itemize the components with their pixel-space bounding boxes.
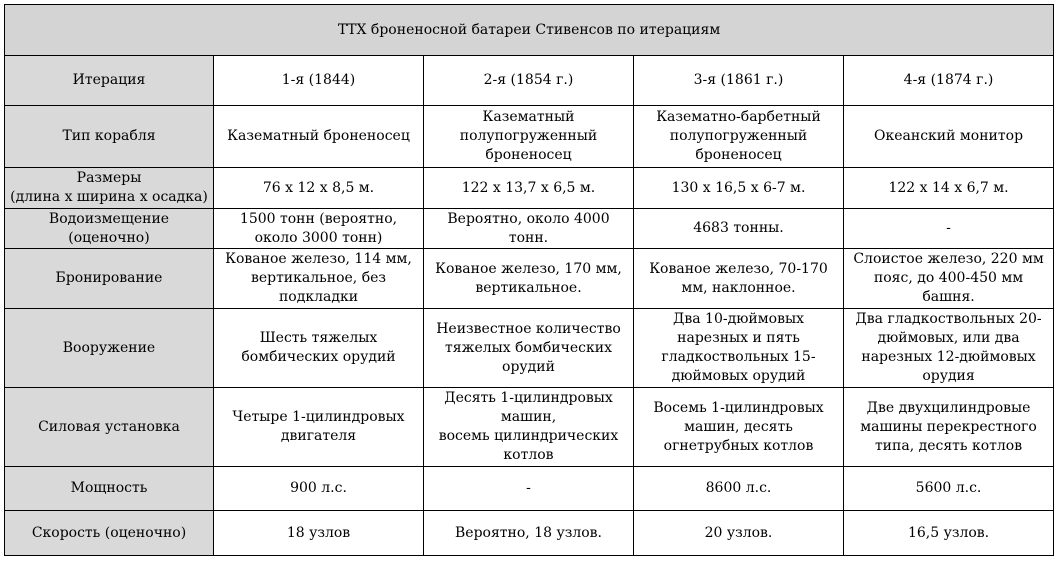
row-armament [5,309,1054,388]
row-powerplant [5,388,1054,467]
cell-powerplant-4: Две двухцилиндровые машины перекрестного типа, десять котлов [844,388,1054,467]
cell-ship-type-3: Казематно-барбетный полупогруженный броненосец [634,106,844,168]
cell-displacement-1: 1500 тонн (вероятно, около 3000 тонн) [214,209,424,249]
cell-ship-type-1: Казематный броненосец [214,106,424,168]
cell-dimensions-1: 76 х 12 х 8,5 м. [214,168,424,209]
cell-speed-2: Вероятно, 18 узлов. [424,511,634,556]
cell-displacement-3: 4683 тонны. [634,209,844,249]
cell-speed-3: 20 узлов. [634,511,844,556]
row-header: Скорость (оценочно) [5,511,214,556]
row-header: Тип корабля [5,106,214,168]
row-header: Размеры (длина х ширина х осадка) [5,168,214,209]
cell-power-4: 5600 л.с. [844,467,1054,511]
cell-armor-3: Кованое железо, 70-170 мм, наклонное. [634,249,844,309]
cell-power-3: 8600 л.с. [634,467,844,511]
cell-dimensions-3: 130 х 16,5 х 6-7 м. [634,168,844,209]
cell-speed-4: 16,5 узлов. [844,511,1054,556]
cell-armament-3: Два 10-дюймовых нарезных и пять гладкоствольных 15- дюймовых орудий [634,309,844,388]
cell-power-2: - [424,467,634,511]
cell-powerplant-1: Четыре 1-цилиндровых двигателя [214,388,424,467]
table-title: ТТХ броненосной батареи Стивенсов по итерациям [5,5,1054,56]
cell-iteration-2: 2-я (1854 г.) [424,56,634,106]
row-header: Водоизмещение (оценочно) [5,209,214,249]
cell-armament-2: Неизвестное количество тяжелых бомбических орудий [424,309,634,388]
cell-powerplant-3: Восемь 1-цилиндровых машин, десять огнетрубных котлов [634,388,844,467]
cell-displacement-4: - [844,209,1054,249]
cell-displacement-2: Вероятно, около 4000 тонн. [424,209,634,249]
cell-armor-4: Слоистое железо, 220 мм пояс, до 400-450 мм башня. [844,249,1054,309]
row-ship-type [5,106,1054,168]
row-displacement [5,209,1054,249]
row-power [5,467,1054,511]
cell-iteration-4: 4-я (1874 г.) [844,56,1054,106]
cell-armor-1: Кованое железо, 114 мм, вертикальное, без подкладки [214,249,424,309]
cell-armament-4: Два гладкоствольных 20- дюймовых, или два нарезных 12-дюймовых орудия [844,309,1054,388]
row-iteration [5,56,1054,106]
row-header: Вооружение [5,309,214,388]
cell-powerplant-2: Десять 1-цилиндровых машин, восемь цилиндрических котлов [424,388,634,467]
row-header: Силовая установка [5,388,214,467]
row-header: Мощность [5,467,214,511]
cell-armor-2: Кованое железо, 170 мм, вертикальное. [424,249,634,309]
cell-power-1: 900 л.с. [214,467,424,511]
row-header: Итерация [5,56,214,106]
cell-iteration-1: 1-я (1844) [214,56,424,106]
specs-table [4,4,1054,556]
cell-speed-1: 18 узлов [214,511,424,556]
cell-ship-type-2: Казематный полупогруженный броненосец [424,106,634,168]
row-armor [5,249,1054,309]
row-header: Бронирование [5,249,214,309]
row-dimensions [5,168,1054,209]
cell-ship-type-4: Океанский монитор [844,106,1054,168]
cell-iteration-3: 3-я (1861 г.) [634,56,844,106]
cell-dimensions-2: 122 х 13,7 х 6,5 м. [424,168,634,209]
cell-dimensions-4: 122 х 14 х 6,7 м. [844,168,1054,209]
row-speed [5,511,1054,556]
cell-armament-1: Шесть тяжелых бомбических орудий [214,309,424,388]
